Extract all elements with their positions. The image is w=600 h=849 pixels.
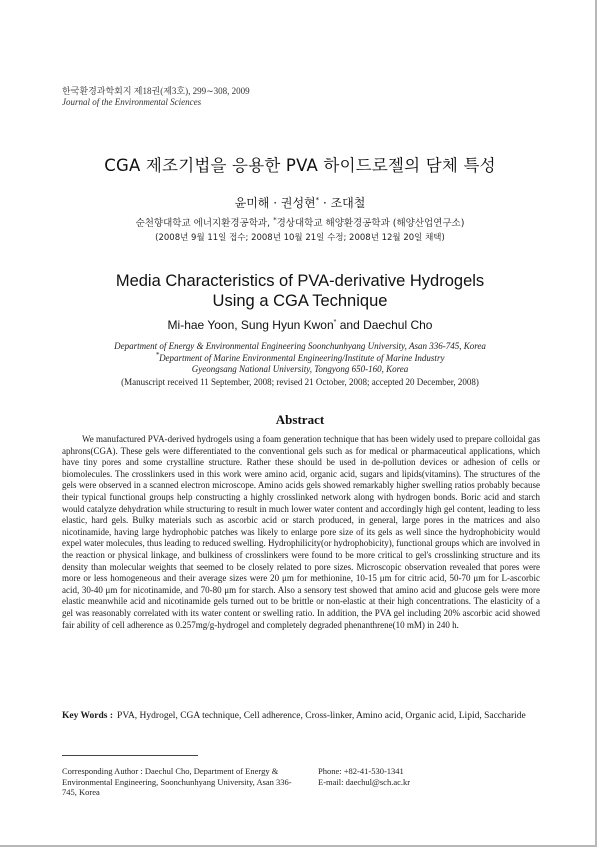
affiliation-3-en: Gyeongsang National University, Tongyong 650-160, Korea <box>191 364 409 374</box>
affiliation-mark: * <box>155 350 160 359</box>
affiliation-mark: * <box>273 215 277 224</box>
korean-dates: (2008년 9월 11일 접수; 2008년 10월 21일 수정; 2008년 12월 20일 채택) <box>155 233 445 243</box>
keywords-text: PVA, Hydrogel, CGA technique, Cell adherence, Cross-linker, Amino acid, Organic acid, Lipid, Saccharide <box>117 711 526 721</box>
keywords <box>62 710 540 722</box>
affiliation-2-en: *Department of Marine Environmental Engineering/Institute of Marine Industry <box>155 350 445 363</box>
affiliation-1-ko: 순천향대학교 에너지환경공학과, <box>135 218 274 229</box>
corresponding-mark: * <box>333 319 337 326</box>
manuscript-dates: (Manuscript received 11 September, 2008; revised 21 October, 2008; accepted 20 December, 2008) <box>121 377 479 387</box>
authors-en-part-2: and Daechul Cho <box>336 318 433 332</box>
journal-name: Journal of the Environmental Sciences <box>62 97 202 107</box>
footnote-divider <box>62 755 198 756</box>
authors-en-part-1: Mi-hae Yoon, Sung Hyun Kwon <box>167 318 334 332</box>
author-1-ko: 윤미해 <box>234 196 270 210</box>
affiliation-2-ko: 경상대학교 해양환경공학과 (해양산업연구소) <box>276 218 465 229</box>
contact-phone: Phone: +82-41-530-1341 <box>318 766 404 776</box>
affiliation-1-en: Department of Energy & Environmental Engineering Soonchunhyang University, Asan 336-745, Korea <box>114 341 486 351</box>
author-2-ko: 권성현 <box>280 196 316 210</box>
journal-citation: 한국환경과학회지 제18권(제3호), 299∼308, 2009 <box>62 86 250 96</box>
korean-title: CGA 제조기법을 응용한 PVA 하이드로젤의 담체 특성 <box>104 156 496 175</box>
corresponding-mark: * <box>315 196 320 204</box>
corresponding-author: Corresponding Author : Daechul Cho, Department of Energy & Environmental Engineering, Soonchunhyang University, Asan 336-745, Korea <box>62 766 292 797</box>
keywords-label: Key Words : <box>62 711 114 721</box>
contact-email: E-mail: daechul@sch.ac.kr <box>318 776 411 787</box>
abstract-heading: Abstract <box>275 412 325 427</box>
author-separator: · <box>269 196 281 210</box>
journal-header <box>62 86 250 108</box>
author-3-ko: 조대철 <box>330 196 366 210</box>
english-title-line-1: Media Characteristics of PVA-derivative Hydrogels <box>115 272 485 290</box>
contact-info <box>318 766 538 787</box>
abstract-body: We manufactured PVA-derived hydrogels using a foam generation technique that has been widely used to prepare colloidal gas aphrons(CGA). These gels were differentiated to the conventional gels such as for medical or pharmaceutical applications, which have tiny pores and some crystalline structure. Rather these should be used in de-pollution devices or adhesion of cells or biomolecules. The crosslinkers used in this work were amino acid, organic acid, sugars and lipids(vitamins). The structures of the gels were observed in a scanned electron microscope. Amino acids gels showed remarkably higher swelling ratios probably because their typical functional groups help constructing a highly crosslinked network along with hydrogen bonds. Boric acid and starch would catalyze dehydration while structuring to result in much lower water content and accordingly high gel content, leading to less elastic, hard gels. Bulky materials such as ascorbic acid or starch produced, in general, large pores in the matrices and also nicotinamide, having large hydrophobic patches was likely to enlarge pore size of its gels as well since the hydrophobicity would expel water molecules, thus leading to reduced swelling. Hydrophilicity(or hydrophobicity), functional groups which are involved in the reaction or physical linkage, and bulkiness of crosslinkers were found to be more critical to gel's crosslinking structure and its density than molecular weights that seemed to be closely related to pore sizes. Microscopic observation revealed that pores were more or less homogeneous and their average sizes were 20 μm for methionine, 10-15 μm for citric acid, 50-70 μm for L-ascorbic acid, 30-40 μm for nicotinamide, and 70-80 μm for starch. Also a sensory test showed that amino acid and glucose gels were more elastic meanwhile acid and nicotinamide gels turned out to be brittle or non-elastic at their high concentrations. The elasticity of a gel was reasonably correlated with its water content or swelling ratio. In addition, the PVA gel including 20% ascorbic acid showed fair ability of cell adherence as 0.257mg/g-hydrogel and completely degraded phenanthrene(10 mM) in 240 h. <box>62 434 540 630</box>
author-separator: · <box>319 196 331 210</box>
english-authors <box>0 318 600 332</box>
english-title <box>0 271 600 311</box>
korean-authors <box>0 194 600 211</box>
english-affiliations <box>0 341 600 376</box>
korean-affiliations <box>0 215 600 229</box>
english-title-line-2: Using a CGA Technique <box>212 292 388 310</box>
